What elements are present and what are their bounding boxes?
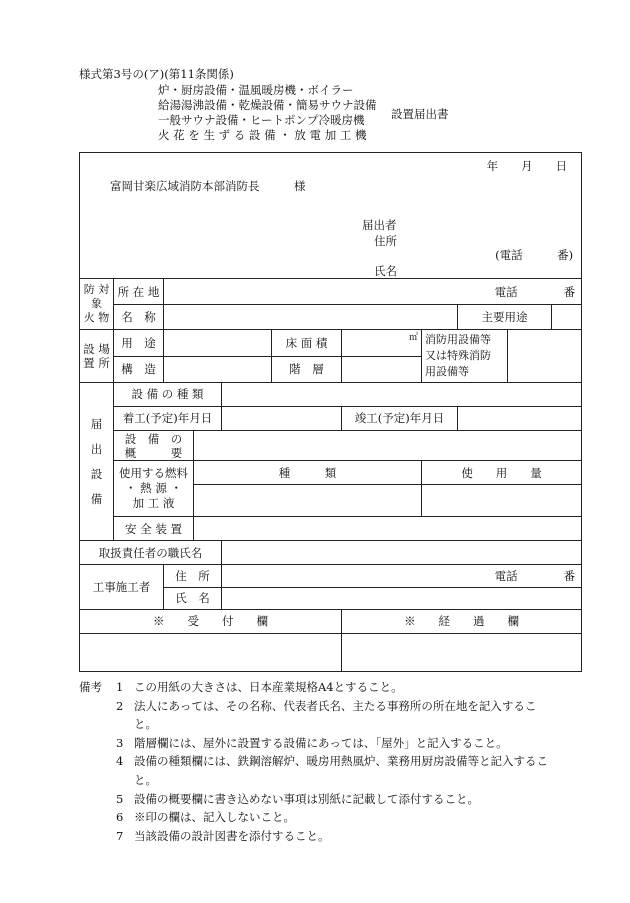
main-use-label: 主要用途 [458,304,552,329]
contractor-address-label: 住 所 [164,565,222,587]
use-field[interactable] [164,329,272,356]
fire-equipment-field[interactable] [508,329,582,382]
notifier-block[interactable] [80,153,582,279]
responsible-person-field[interactable] [222,541,582,565]
equipment-line: 給湯湯沸設備・乾燥設備・簡易サウナ設備 [158,98,377,112]
address-label: 住所 [374,234,397,248]
fire-equipment-label: 消防用設備等 又は特殊消防 用設備等 [422,329,508,382]
contractor-address-field[interactable] [222,565,582,587]
kind-field[interactable] [194,485,422,517]
floor-level-label: 階 層 [272,356,342,382]
type-field[interactable] [222,382,582,406]
name-label: 氏名 [374,264,397,278]
phone-label: (電話 番) [495,248,574,262]
equipment-group-label: 届 出 設 備 [80,382,114,541]
contractor-group-label: 工事施工者 [80,565,164,609]
notes-heading: 備考 [79,680,102,694]
floor-area-label: 床 面 積 [272,329,342,356]
notes [79,678,559,845]
amount-header: 使 用 量 [422,461,582,485]
location-label: 所 在 地 [114,279,164,304]
notifier-label: 届出者 [362,218,397,232]
completion-date-label: 竣工(予定)年月日 [342,406,458,430]
name-field[interactable] [164,304,458,329]
equipment-line: 火 花 を 生 ず る 設 備 ・ 放 電 加 工 機 [158,128,367,142]
notification-form-table [79,152,582,672]
location-field[interactable] [164,279,582,304]
reception-label: ※ 受 付 欄 [80,609,342,633]
outline-label: 設 備 の 概 要 [114,431,194,461]
type-label: 設 備 の 種 類 [114,382,222,406]
note-item: 5 設備の概要欄に書き込めない事項は別紙に記載して添付すること。 [116,791,479,806]
name-label: 名 称 [114,304,164,329]
note-item: 6 ※印の欄は、記入しないこと。 [116,810,295,825]
start-date-label: 着工(予定)年月日 [114,406,222,430]
safety-field[interactable] [194,517,582,541]
responsible-person-label: 取扱責任者の職氏名 [80,541,222,565]
note-item: 備考 1 この用紙の大きさは、日本産業規格A4とすること。 [79,678,559,697]
progress-field [342,633,582,671]
equipment-line: 炉・厨房設備・温風暖房機・ボイラー [158,83,354,97]
location-phone-label: 電話 番 [494,284,576,299]
equipment-list [158,83,377,143]
note-item: 4 設備の種類欄には、鉄鋼溶解炉、暖房用熱風炉、業務用厨房設備等と記入すること。 [116,754,548,787]
contractor-phone-label: 電話 番 [494,568,576,583]
note-item: 2 法人にあっては、その名称、代表者氏名、主たる事務所の所在地を記入すること。 [116,698,537,732]
completion-date-field[interactable] [458,406,582,430]
date-field: 年 月 日 [486,159,568,173]
safety-label: 安 全 装 置 [114,517,194,541]
note-item: 7 当該設備の設計図書を添付すること。 [116,828,330,843]
contractor-name-field[interactable] [222,587,582,609]
floor-area-field[interactable] [342,329,422,356]
structure-label: 構 造 [114,356,164,382]
kind-header: 種 類 [194,461,422,485]
use-label: 用 途 [114,329,164,356]
amount-field[interactable] [422,485,582,517]
reception-field [80,633,342,671]
note-item: 3 階層欄には、屋外に設置する設備にあっては、「屋外」と記入すること。 [116,735,508,750]
main-use-field[interactable] [552,304,582,329]
recipient: 富岡甘楽広域消防本部消防長 様 [110,179,306,193]
install-site-group-label: 設 場 置 所 [80,329,114,382]
fire-target-group-label: 防 対 象 火 物 [80,279,114,329]
contractor-name-label: 氏 名 [164,587,222,609]
outline-field[interactable] [194,431,582,461]
progress-label: ※ 経 過 欄 [342,609,582,633]
equipment-line: 一般サウナ設備・ヒートポンプ冷暖房機 [158,113,365,127]
floor-area-unit: ㎡ [408,332,418,343]
form-number: 様式第3号の(ア)(第11条関係) [79,67,234,81]
form-title: 設置届出書 [391,107,449,121]
fuel-label: 使用する燃料 ・ 熱 源 ・ 加 工 液 [114,461,194,517]
start-date-field[interactable] [222,406,342,430]
floor-level-field[interactable] [342,356,422,382]
structure-field[interactable] [164,356,272,382]
